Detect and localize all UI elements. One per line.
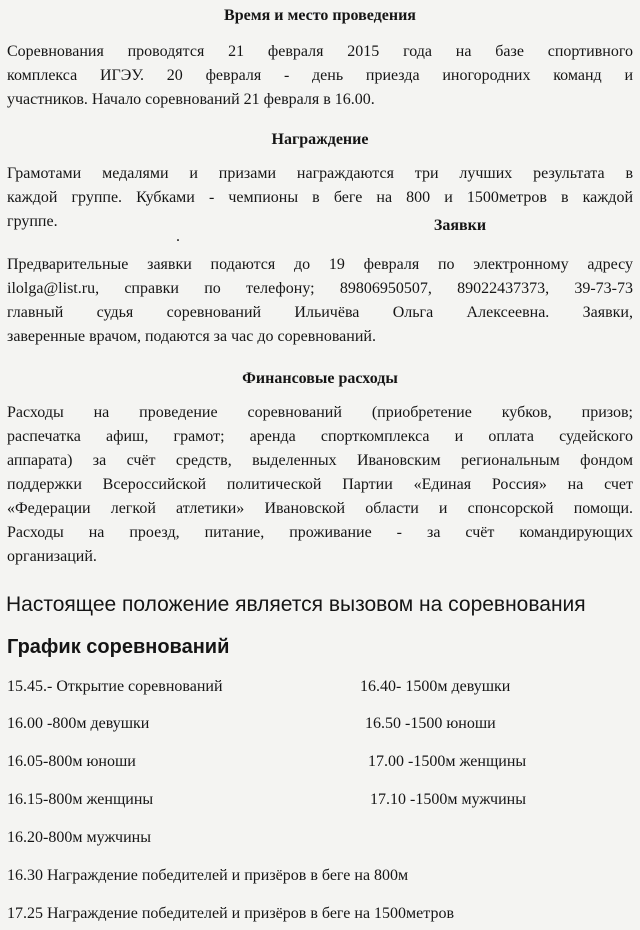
text-line: главный судья соревнований Ильичёва Ольга Алексеевна. Заявки, (7, 304, 633, 321)
text-line: Грамотами медалями и призами награждаются три лучших результата в (7, 165, 633, 182)
text-line: распечатка афиш, грамот; аренда спорткомплекса и оплата судейского (7, 428, 633, 445)
schedule-item: 17.10 -1500м мужчины (370, 791, 526, 808)
text-line: комплекса ИГЭУ. 20 февраля - день приезда иногородних команд и (7, 67, 633, 84)
text-line: аппарата) за счёт средств, выделенных Ивановским региональным фондом (7, 452, 633, 469)
text-line: Расходы на проезд, питание, проживание - за счёт командирующих (7, 524, 633, 541)
heading-awards: Награждение (271, 131, 369, 148)
invitation-statement: Настоящее положение является вызовом на соревнования (6, 593, 586, 616)
text-line: Предварительные заявки подаются до 19 февраля по электронному адресу (7, 256, 633, 273)
schedule-item: 16.40- 1500м девушки (360, 678, 511, 695)
text-line: поддержки Всероссийской политической Партии «Единая Россия» на счет (7, 476, 633, 493)
schedule-title: График соревнований (7, 636, 230, 658)
text-line: заверенные врачом, подаются за час до соревнований. (7, 328, 376, 345)
text-line: «Федерации легкой атлетики» Ивановской области и спонсорской помощи. (7, 500, 633, 517)
text-line: участников. Начало соревнований 21 февраля в 16.00. (7, 91, 375, 108)
text-line: группе. (7, 213, 58, 230)
text-line: ilolga@list.ru, справки по телефону; 89806950507, 89022437373, 39-73-73 (7, 280, 633, 297)
paragraph-finance (7, 401, 633, 569)
schedule-item: 16.05-800м юноши (7, 753, 136, 770)
heading-time-place: Время и место проведения (224, 7, 416, 24)
stray-dot-mark: . (176, 228, 180, 245)
schedule-item: 16.00 -800м девушки (7, 715, 150, 732)
heading-finance: Финансовые расходы (242, 370, 398, 387)
schedule-item: 17.00 -1500м женщины (368, 753, 527, 770)
paragraph-time-place (7, 40, 633, 112)
schedule-item: 16.20-800м мужчины (7, 829, 151, 846)
schedule-item: 16.15-800м женщины (7, 791, 154, 808)
text-line: Соревнования проводятся 21 февраля 2015 года на базе спортивного (7, 43, 633, 60)
schedule-item: 17.25 Награждение победителей и призёров в беге на 1500метров (7, 905, 455, 922)
schedule-item: 16.50 -1500 юноши (365, 715, 496, 732)
text-line: Расходы на проведение соревнований (приобретение кубков, призов; (7, 404, 633, 421)
text-line: организаций. (7, 548, 97, 565)
text-line: каждой группе. Кубками - чемпионы в беге на 800 и 1500метров в каждой (7, 189, 633, 206)
schedule-item: 15.45.- Открытие соревнований (7, 678, 223, 695)
heading-applications: Заявки (433, 217, 487, 234)
schedule-item: 16.30 Награждение победителей и призёров в беге на 800м (7, 867, 409, 884)
paragraph-applications (7, 253, 633, 349)
